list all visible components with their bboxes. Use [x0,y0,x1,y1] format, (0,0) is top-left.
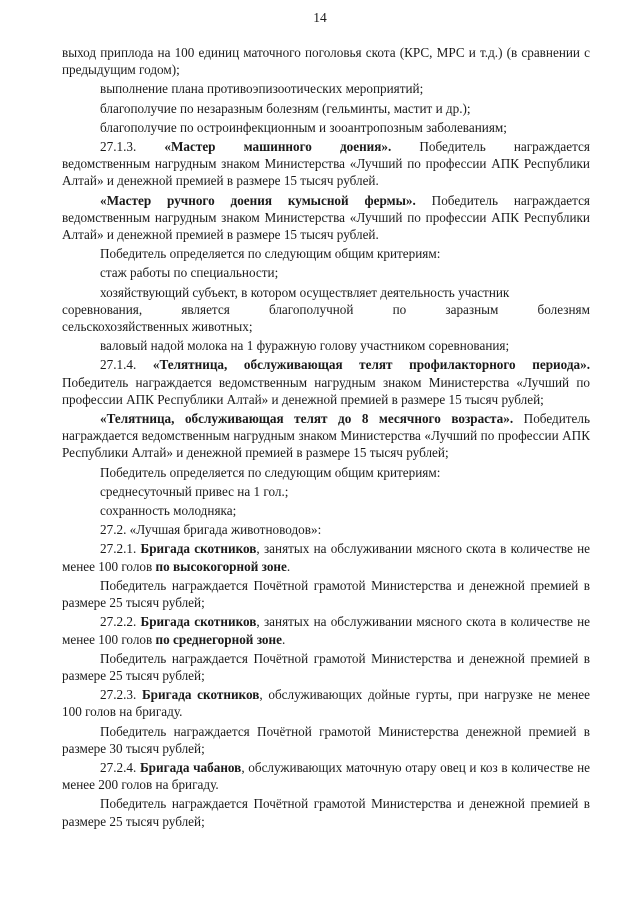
paragraph-text: Победитель награждается ведомственным нагрудным знаком Министерства «Лучший по профессии АПК Республики Алтай» и денежной премией в размере 15 тысяч рублей; [62,411,590,461]
paragraph-text: . [286,558,291,574]
paragraph-line: хозяйствующий субъект, в котором осуществляет деятельность участник [100,284,510,300]
paragraph [62,284,590,336]
section-title-word: «Мастер [164,139,216,155]
text-word: является [181,301,230,317]
paragraph: выход приплода на 100 единиц маточного поголовья скота (КРС, МРС и т.д.) (в сравнении с предыдущим годом); [62,45,590,78]
section-number: 27.2.1. [100,541,141,557]
text-word: Победитель [419,139,486,155]
paragraph [62,686,590,720]
text-word: благополучной [268,301,354,317]
section-title: «Мастер ручного доения кумысной фермы». [100,192,416,208]
paragraph: 27.2. «Лучшая бригада животноводов»: [100,522,322,538]
section-title-word: доения». [339,139,392,155]
paragraph-line: сельскохозяйственных животных; [62,319,253,335]
text-word: награждается [513,139,590,155]
section-title: «Телятница, обслуживающая телят профилакторного периода». [152,357,590,373]
paragraph-text: , занятых на обслуживании мясного скота в количестве не менее 100 голов [62,541,591,574]
paragraph-text: . [281,631,286,647]
paragraph: стаж работы по специальности; [100,265,279,281]
section-title: Бригада скотников [140,614,257,630]
paragraph [62,540,590,574]
paragraph [62,613,590,647]
paragraph: валовый надой молока на 1 фуражную голову участником соревнования; [100,338,510,354]
paragraph-text: , обслуживающих дойные гурты, при нагрузке не менее 100 голов на бригаду. [62,687,590,720]
paragraph [62,192,590,244]
paragraph-text: , обслуживающих маточную отару овец и коз в количестве не менее 200 голов на бригаду. [62,759,591,793]
paragraph: ведомственным нагрудным знаком Министерства «Лучший по профессии АПК Республики Алтай» и денежной премией в размере 15 тысяч рублей. [62,156,590,189]
section-title: «Телятница, обслуживающая телят до 8 месячного возраста». [100,411,514,427]
bold-text: по высокогорной зоне [155,558,287,574]
paragraph: выполнение плана противоэпизоотических мероприятий; [100,81,424,97]
paragraph: благополучие по незаразным болезням (гельминты, мастит и др.); [100,100,471,116]
paragraph: Победитель награждается Почётной грамотой Министерства денежной премией в размере 30 тысяч рублей; [62,723,590,756]
text-word: заразным [445,301,499,317]
paragraph [62,356,590,408]
section-title: Бригада скотников [140,541,257,557]
paragraph-text: Победитель награждается ведомственным нагрудным знаком Министерства «Лучший по профессии АПК Республики Алтай» и денежной премией в размере 15 тысяч рублей. [62,192,591,243]
paragraph [62,410,590,462]
paragraph-line [62,301,590,318]
section-number: 27.1.4. [100,357,153,373]
paragraph: Победитель определяется по следующим общим критериям: [100,464,441,480]
bold-text: по среднегорной зоне [155,631,282,647]
section-number: 27.1.3. [100,139,137,155]
paragraph: Победитель награждается Почётной грамотой Министерства и денежной премией в размере 25 тысяч рублей; [62,796,590,829]
section-title-word: машинного [243,139,312,155]
document-body [62,44,590,832]
page-number: 14 [313,10,327,25]
section-title: Бригада скотников [141,687,260,703]
paragraph: Победитель награждается Почётной грамотой Министерства и денежной премией в размере 25 тысяч рублей; [62,650,590,683]
paragraph: благополучие по остроинфекционным и зооантропозным заболеваниям; [100,119,507,135]
text-word: болезням [537,301,590,317]
section-number: 27.2.2. [100,614,141,630]
text-word: по [392,301,407,317]
section-number: 27.2.4. [100,759,140,775]
paragraph: сохранность молодняка; [100,503,237,519]
paragraph-text: Победитель награждается ведомственным нагрудным знаком Министерства «Лучший по профессии АПК Республики Алтай» и денежной премией в размере 15 тысяч рублей; [62,374,590,407]
text-word: соревнования, [62,301,143,317]
section-number: 27.2.3. [100,687,142,703]
paragraph: Победитель определяется по следующим общим критериям: [100,246,441,262]
paragraph-text: , занятых на обслуживании мясного скота в количестве не менее 100 голов [62,614,591,647]
paragraph: Победитель награждается Почётной грамотой Министерства и денежной премией в размере 25 тысяч рублей; [62,577,590,611]
paragraph [62,759,590,793]
paragraph: среднесуточный привес на 1 гол.; [100,483,289,499]
section-27-1-3 [62,138,590,190]
section-title: Бригада чабанов [139,759,242,775]
